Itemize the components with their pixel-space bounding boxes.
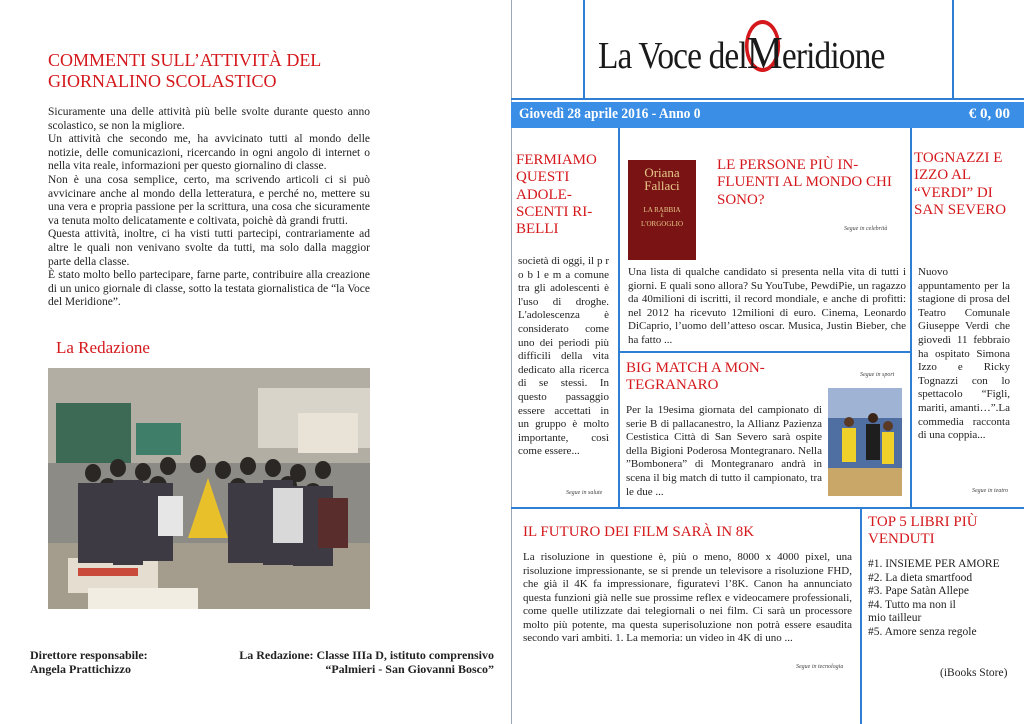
basketball-illustration — [828, 388, 902, 496]
film-body: La risoluzione in questione è, più o meno, 8000 x 4000 pixel, una risoluzione impressionante, se si prende un televisore a risoluzione FHD, che già il 4K fa impressionare, figuratevi l’8K. Canon ha annunciato questa funzioni già nelle sue prossime reflex e videocamere professionali, come quelle utilizzate dai telegiornali o nei film. Ci sarà un processore molto più potente, ma questa superisoluzione non potrà essere esaudita secondo vari ambiti. 1. La memoria: un video in 4K di uno ... — [523, 551, 852, 644]
tognazzi-title: TOGNAZZI E IZZO AL “VERDI” DI SAN SEVERO — [914, 150, 1007, 218]
tognazzi-segue: Segue in teatro — [972, 488, 1009, 494]
book-author-2: Fallaci — [644, 178, 680, 193]
left-paragraph: Questa attività, inoltre, ci ha visti tutti partecipi, contrariamente ad altre le quali non venivano svolte da tutti, ma solo dalla maggior parte della classe. — [48, 228, 370, 268]
rule-lower — [511, 507, 1024, 509]
top5-item: #4. Tutto ma non il mio tailleur — [868, 598, 956, 624]
rule-col1 — [618, 128, 620, 508]
film-segue: Segue in tecnologia — [796, 664, 844, 670]
left-article-title: COMMENTI SULL’ATTIVITÀ DEL GIORNALINO SCOLASTICO — [48, 50, 321, 91]
persone-body: Una lista di qualche candidato si presenta nella vita di tutti i giorni. E quali sono allora? Su YouTube, PewdiPie, un ragazzo da 40milioni di iscritti, il record mondiale, e anche di profitti: nel 2012 ha ricevuto 12milioni di euro. Cinema, Leonardo DiCaprio, l’uomo dell’atteso oscar. Musica, Justin Bieber, che ha fatto ... — [628, 266, 906, 346]
class-photo — [48, 368, 370, 609]
book-author-1: Oriana — [644, 165, 680, 180]
tognazzi-body: Nuovo appuntamento per la stagione di prosa del Teatro Comunale Giuseppe Verdi che giovedì 11 febbraio ha ospitato Simona Izzo e Ricky Tognazzi con lo spettacolo “Figli, mariti, amanti…”.La commedia racconta di una coppia... — [918, 266, 1010, 442]
left-article-body — [48, 106, 370, 310]
book-title-3: L'ORGOGLIO — [640, 220, 684, 228]
rule-bottom-split — [860, 507, 862, 724]
class-photo-illustration — [48, 368, 370, 609]
left-paragraph: Sicuramente una delle attività più belle svolte durante questo anno scolastico, se non la migliore. — [48, 106, 370, 132]
price: € 0, 00 — [968, 106, 1010, 122]
bigmatch-body: Per la 19esima giornata del campionato di serie B di pallacanestro, la Allianz Pazienza Cestistica Città di San Severo sarà ospite della Bigioni Poderosa Montegranaro. Nella ”Bombonera” di Montegranaro andrà in scena il big match di tutto il campionato, tra le due ... — [626, 404, 822, 498]
bigmatch-title: BIG MATCH A MON-TEGRANARO — [626, 360, 765, 394]
masthead-part1: La Voce del — [598, 35, 747, 77]
top5-source: (iBooks Store) — [940, 667, 1008, 679]
masthead-big-letter: M — [746, 27, 782, 78]
fermiamo-body: società di oggi, il p r o b l e m a comune tra gli adolescenti è l'uso di droghe. L'adolescenza è considerato come uno dei periodi più difficili della vita dedicato alla ricerca di se stessi. In questo passaggio essere accettati in un gruppo è molto importante, così come essere... — [518, 255, 609, 458]
bigmatch-segue: Segue in sport — [860, 372, 895, 378]
left-paragraph: Un attività che secondo me, ha avvicinato tutti al mondo delle notizie, delle comunicazioni, ricercando in ogni angolo di internet o nella vita reale, informazioni per questo giornalino di classe. — [48, 133, 370, 173]
rule-mid — [618, 351, 910, 353]
fermiamo-segue: Segue in salute — [566, 490, 603, 496]
masthead-right-rule — [952, 0, 954, 100]
top5-item: #5. Amore senza regole — [868, 625, 977, 638]
masthead-m-wrapper — [747, 26, 782, 79]
top5-title: TOP 5 LIBRI PIÙ VENDUTI — [868, 514, 978, 548]
masthead-part2: eridione — [781, 35, 885, 77]
left-paragraph: Non è una cosa semplice, certo, ma scrivendo articoli ci si può avvicinare anche al mondo della letteratura, e perché no, mettere su una vera e propria passione per la scrittura, una cosa che sicuramente va tenuta molto delicatamente e coltivata, poichè dà grandi frutti. — [48, 173, 370, 227]
book-title-1: LA RABBIA — [643, 206, 681, 214]
redazione-heading: La Redazione — [56, 338, 150, 357]
redazione-credits-line2: “Palmieri - San Giovanni Bosco” — [325, 662, 494, 676]
date-line: Giovedì 28 aprile 2016 - Anno 0 — [519, 106, 701, 122]
date-bar — [511, 102, 1024, 128]
redazione-credits-line1: La Redazione: Classe IIIa D, istituto comprensivo — [239, 648, 494, 662]
book-title-2: E — [660, 214, 664, 219]
film-title: IL FUTURO DEI FILM SARÀ IN 8K — [523, 524, 755, 540]
top5-list — [868, 558, 1018, 639]
director-block — [30, 648, 148, 676]
left-paragraph: È stato molto bello partecipare, farne parte, contribuire alla creazione di un unico giornale di classe, sotto la testata giornalistica de “la Voce del Meridione”. — [48, 269, 370, 309]
persone-title: LE PERSONE PIÙ IN-FLUENTI AL MONDO CHI SONO? — [717, 157, 892, 208]
book-cover — [628, 160, 696, 260]
director-label: Direttore responsabile: — [30, 648, 148, 662]
masthead-title — [598, 26, 884, 79]
director-name: Angela Prattichizzo — [30, 662, 131, 676]
basketball-photo — [828, 388, 902, 496]
masthead-left-rule — [583, 0, 585, 100]
persone-segue: Segue in celebrità — [844, 226, 888, 232]
top5-item: #2. La dieta smartfood — [868, 571, 973, 584]
fermiamo-title: FERMIAMO QUESTI ADOLE-SCENTI RI-BELLI — [516, 152, 597, 237]
masthead-bottom-rule — [511, 98, 1024, 100]
redazione-credits — [218, 648, 494, 676]
top5-item: #1. INSIEME PER AMORE — [868, 558, 1000, 570]
top5-item: #3. Pape Satàn Allepe — [868, 585, 969, 597]
rule-col2 — [910, 128, 912, 508]
